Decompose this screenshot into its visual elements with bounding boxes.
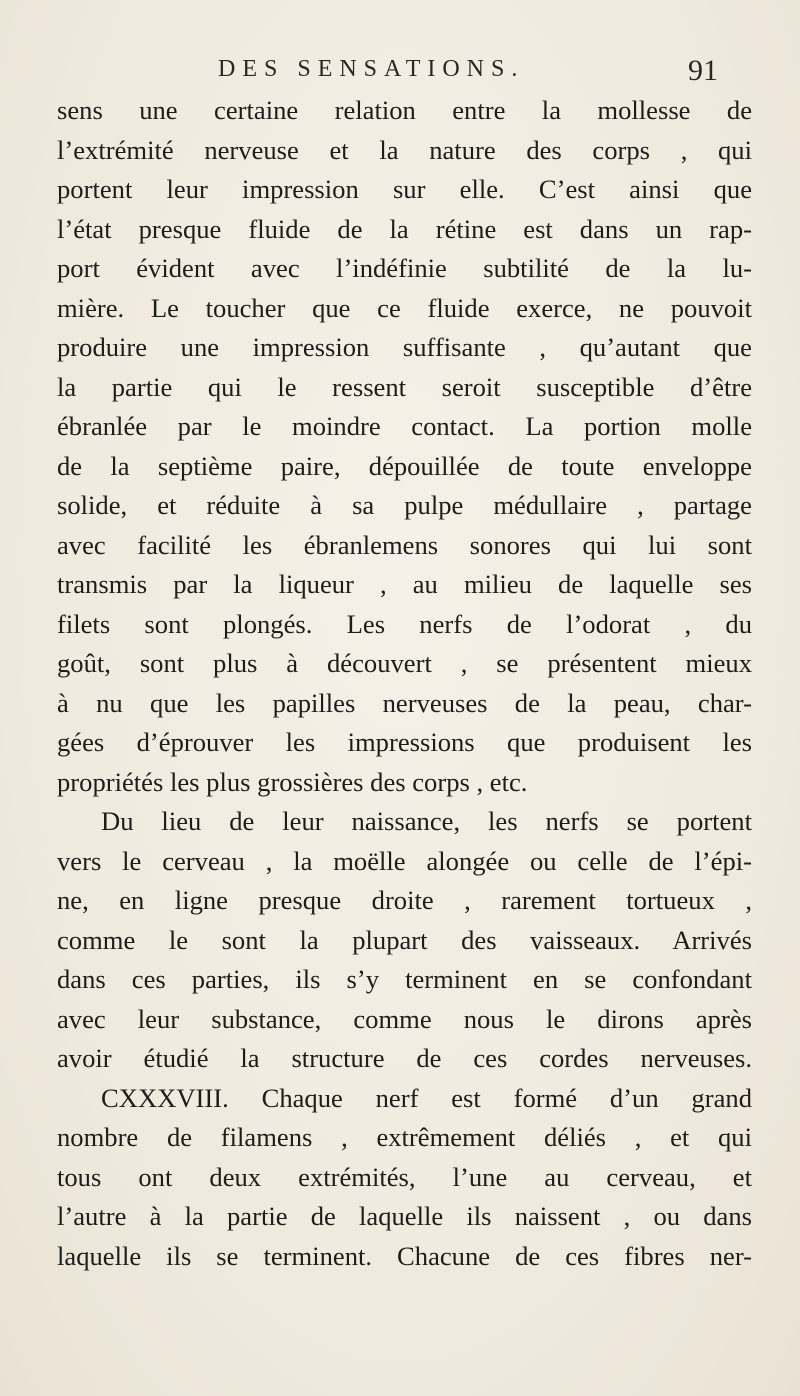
text-line: de la septième paire, dépouillée de toute enveloppe [57,450,752,481]
text-line: solide, et réduite à sa pulpe médullaire , partage [57,490,752,520]
text-line: avec leur substance, comme nous le dirons après [57,1003,752,1034]
text-line: laquelle ils se terminent. Chacune de ces fibres ner- [57,1240,752,1271]
text-line: portent leur impression sur elle. C’est ainsi que [57,174,752,204]
text-line: mière. Le toucher que ce fluide exerce, ne pouvoit [57,292,752,323]
text-line: avec facilité les ébranlemens sonores qui lui sont [57,529,752,560]
text-line: la partie qui le ressent seroit susceptible d’être [57,371,752,402]
text-line: l’autre à la partie de laquelle ils naissent , ou dans [57,1201,752,1231]
text-line: goût, sont plus à découvert , se présentent mieux [57,648,752,678]
text-line: à nu que les papilles nerveuses de la peau, char- [57,687,752,718]
text-line: dans ces parties, ils s’y terminent en se confondant [57,964,752,994]
text-line: l’extrémité nerveuse et la nature des corps , qui [57,134,752,165]
text-line: nombre de filamens , extrêmement déliés , et qui [57,1122,752,1152]
text-line: produire une impression suffisante , qu’autant que [57,332,752,362]
text-line: port évident avec l’indéfinie subtilité de la lu- [57,253,752,283]
text-line: filets sont plongés. Les nerfs de l’odorat , du [57,608,752,639]
text-line: avoir étudié la structure de ces cordes nerveuses. [57,1043,752,1073]
text-line: gées d’éprouver les impressions que produisent les [57,727,752,757]
text-line: transmis par la liqueur , au milieu de laquelle ses [57,569,752,599]
text-line: CXXXVIII. Chaque nerf est formé d’un grand [101,1082,752,1113]
text-line: tous ont deux extrémités, l’une au cerveau, et [57,1161,752,1192]
body-text [57,91,752,1276]
text-line: Du lieu de leur naissance, les nerfs se portent [101,806,752,836]
running-title: DES SENSATIONS. [218,56,525,82]
text-line: sens une certaine relation entre la mollesse de [57,95,752,125]
text-line: propriétés les plus grossières des corps , etc. [57,766,528,797]
text-line: comme le sont la plupart des vaisseaux. Arrivés [57,924,752,955]
text-line: l’état presque fluide de la rétine est dans un rap- [57,213,752,244]
text-line: vers le cerveau , la moëlle alongée ou celle de l’épi- [57,845,752,876]
page-number: 91 [688,54,718,87]
text-line: ne, en ligne presque droite , rarement tortueux , [57,885,752,915]
text-line: ébranlée par le moindre contact. La portion molle [57,411,752,441]
